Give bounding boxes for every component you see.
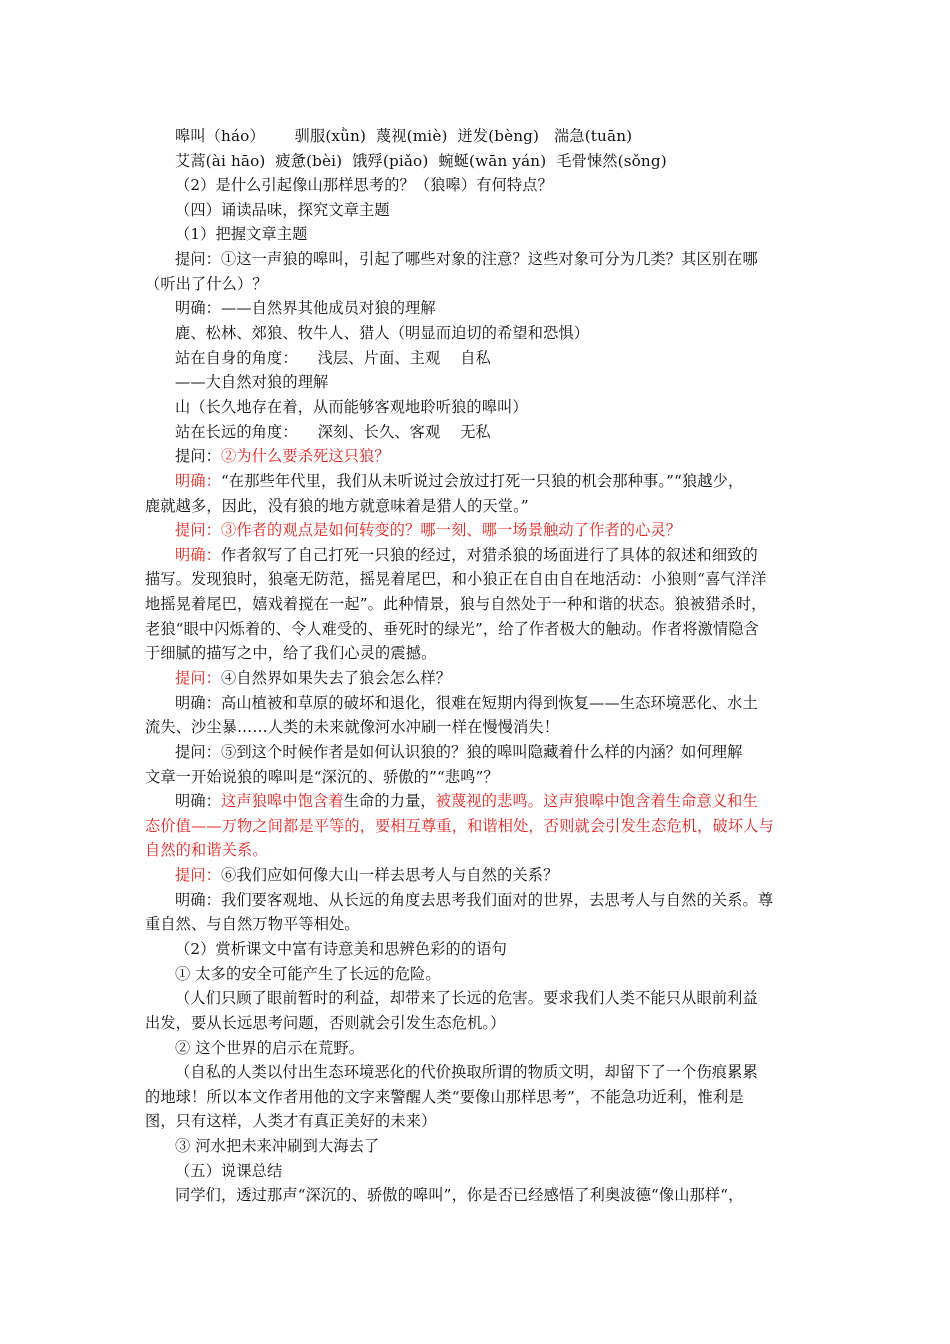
answer-6-line-2: 重自然、与自然万物平等相处。	[145, 915, 360, 933]
pinyin-line-1: 嗥叫（háo） 驯服(xǜn) 蔑视(miè) 迸发(bèng) 湍急(tuān)	[175, 127, 633, 145]
answer-2-line-1: 明确：“在那些年代里，我们从未听说过会放过打死一只狼的机会那种事。”“狼越少，	[175, 472, 744, 490]
quote-1-explain-line-1: （人们只顾了眼前暂时的利益，却带来了长远的危害。要求我们人类不能只从眼前利益	[175, 989, 758, 1007]
question-5-line-1: 提问：⑤到这个时候作者是如何认识狼的？狼的嗥叫隐藏着什么样的内涵？如何理解	[175, 743, 743, 761]
answer-2-line-2: 鹿就越多，因此，没有狼的地方就意味着是猎人的天堂。”	[145, 497, 529, 515]
answer-1-line-6: 站在长远的角度： 深刻、长久、客观 无私	[175, 423, 491, 441]
answer-1-line-5: 山（长久地存在着，从而能够客观地聆听狼的嗥叫）	[175, 398, 528, 416]
question-1-line-1: 提问：①这一声狼的嗥叫，引起了哪些对象的注意？这些对象可分为几类？其区别在哪	[175, 250, 758, 268]
answer-6-line-1: 明确：我们要客观地、从长远的角度去思考我们面对的世界，去思考人与自然的关系。尊	[175, 891, 774, 909]
answer-1-line-3: 站在自身的角度： 浅层、片面、主观 自私	[175, 349, 491, 367]
answer-3-line-4: 老狼“眼中闪烁着的、令人难受的、垂死时的绿光”，给了作者极大的触动。作者将激情隐含	[145, 620, 759, 638]
question-2-kill: 提问：②为什么要杀死这只狼？	[175, 447, 390, 465]
subsection-2-heading: （2）赏析课文中富有诗意美和思辨色彩的的语句	[175, 940, 507, 958]
quote-1-explain-line-2: 出发，要从长远思考问题，否则就会引发生态危机。）	[145, 1014, 506, 1032]
answer-3-line-5: 于细腻的描写之中，给了我们心灵的震撼。	[145, 644, 437, 662]
answer-5-line-2: 态价值——万物之间都是平等的，要相互尊重，和谐相处，否则就会引发生态危机，破坏人与	[145, 817, 774, 835]
answer-5-line-3: 自然的和谐关系。	[145, 841, 268, 859]
section-4-heading: （四）诵读品味，探究文章主题	[175, 201, 390, 219]
question-3: 提问：③作者的观点是如何转变的？哪一刻、哪一场景触动了作者的心灵？	[175, 521, 682, 539]
answer-3-line-3: 地摇晃着尾巴，嬉戏着搅在一起”。此种情景，狼与自然处于一种和谐的状态。狼被猎杀时，	[145, 595, 767, 613]
answer-1-line-4: ——大自然对狼的理解	[175, 373, 329, 391]
quote-2-explain-line-1: （自私的人类以付出生态环境恶化的代价换取所谓的物质文明，却留下了一个伤痕累累	[175, 1063, 758, 1081]
pinyin-line-2: 艾蒿(ài hāo) 疲惫(bèi) 饿殍(piǎo) 蜿蜒(wān yán) 毛骨悚然(sǒng)	[175, 152, 667, 170]
quote-2-explain-line-2: 的地球！所以本文作者用他的文字来警醒人类“要像山那样思考”，不能急功近利，惟利是	[145, 1088, 744, 1106]
answer-1-line-1: 明确：——自然界其他成员对狼的理解	[175, 299, 436, 317]
subsection-1-heading: （1）把握文章主题	[175, 225, 308, 243]
section-5-heading: （五）说课总结	[175, 1162, 283, 1180]
question-4: 提问：④自然界如果失去了狼会怎么样？	[175, 669, 452, 687]
answer-3-line-1: 明确：作者叙写了自己打死一只狼的经过，对猎杀狼的场面进行了具体的叙述和细致的	[175, 546, 758, 564]
answer-4-line-2: 流失、沙尘暴……人类的未来就像河水冲刷一样在慢慢消失！	[145, 718, 560, 736]
question-1-line-2: （听出了什么）？	[145, 275, 268, 293]
question-6: 提问：⑥我们应如何像大山一样去思考人与自然的关系？	[175, 866, 559, 884]
quote-2: ② 这个世界的启示在荒野。	[175, 1039, 365, 1057]
quote-3: ③ 河水把未来冲刷到大海去了	[175, 1137, 380, 1155]
answer-3-line-2: 描写。发现狼时，狼毫无防范，摇晃着尾巴，和小狼正在自由自在地活动：小狼则“喜气洋洋	[145, 570, 767, 588]
question-2: （2）是什么引起像山那样思考的？（狼嗥）有何特点？	[175, 176, 553, 194]
question-5-line-2: 文章一开始说狼的嗥叫是“深沉的、骄傲的”“悲鸣”？	[145, 768, 499, 786]
quote-1: ① 太多的安全可能产生了长远的危险。	[175, 965, 441, 983]
answer-1-line-2: 鹿、松林、郊狼、牧牛人、猎人（明显而迫切的希望和恐惧）	[175, 324, 590, 342]
quote-2-explain-line-3: 图，只有这样，人类才有真正美好的未来）	[145, 1112, 437, 1130]
answer-5-line-1: 明确：这声狼嗥中饱含着生命的力量，被蔑视的悲鸣。这声狼嗥中饱含着生命意义和生	[175, 792, 758, 810]
answer-4-line-1: 明确：高山植被和草原的破坏和退化，很难在短期内得到恢复——生态环境恶化、水土	[175, 694, 758, 712]
summary-line-1: 同学们，透过那声“深沉的、骄傲的嗥叫”，你是否已经感悟了利奥波德“像山那样“，	[175, 1186, 744, 1204]
